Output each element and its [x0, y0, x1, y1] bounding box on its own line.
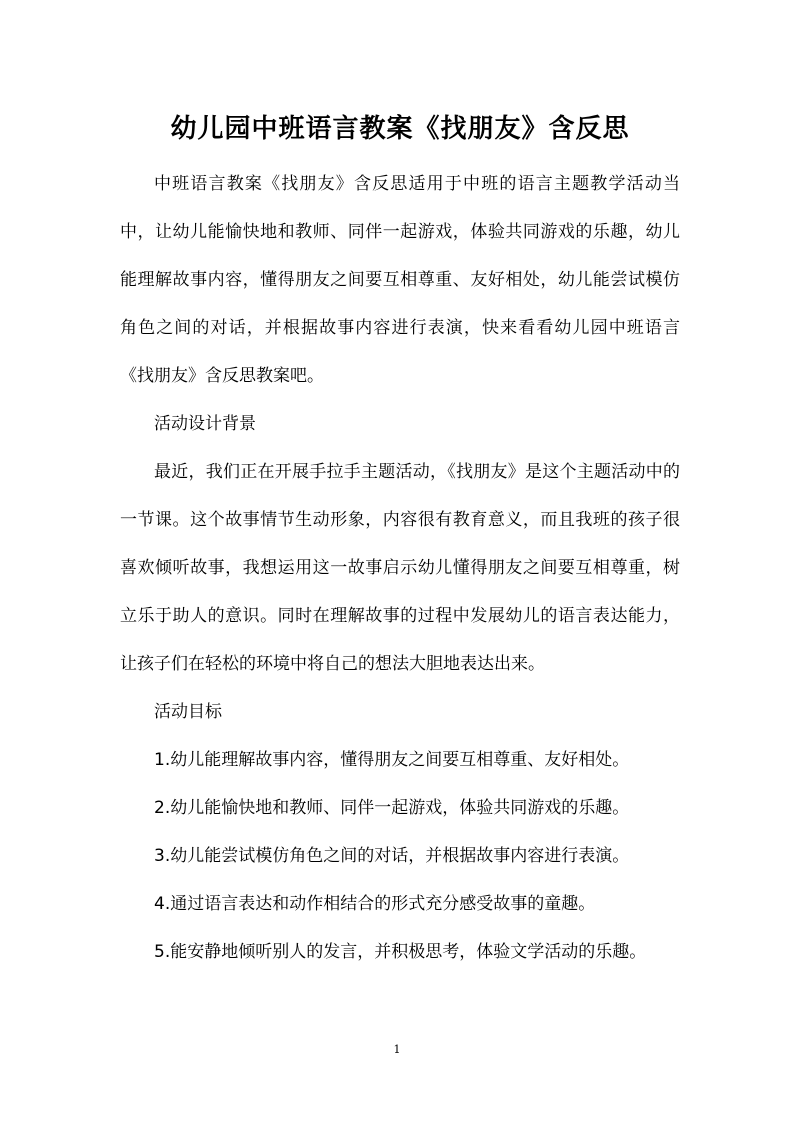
section-heading-goals: 活动目标: [154, 702, 222, 722]
intro-paragraph: 中班语言教案《找朋友》含反思适用于中班的语言主题教学活动当中，让幼儿能愉快地和教师、同伴一起游戏，体验共同游戏的乐趣，幼儿能理解故事内容，懂得朋友之间要互相尊重、友好相处，幼儿能尝试模仿角色之间的对话，并根据故事内容进行表演，快来看看幼儿园中班语言《找朋友》含反思教案吧。: [120, 174, 680, 386]
goal-item: 2.幼儿能愉快地和教师、同伴一起游戏，体验共同游戏的乐趣。: [154, 798, 630, 818]
document-body: [120, 160, 680, 976]
goal-item: 3.幼儿能尝试模仿角色之间的对话，并根据故事内容进行表演。: [154, 846, 630, 866]
goal-item: 5.能安静地倾听别人的发言，并积极思考，体验文学活动的乐趣。: [154, 942, 647, 962]
goal-item: 4.通过语言表达和动作相结合的形式充分感受故事的童趣。: [154, 894, 596, 914]
page-number: 1: [393, 1043, 401, 1056]
document-title: 幼儿园中班语言教案《找朋友》含反思: [170, 114, 630, 145]
section-heading-background: 活动设计背景: [154, 414, 256, 434]
background-paragraph: 最近，我们正在开展手拉手主题活动，《找朋友》是这个主题活动中的一节课。这个故事情节生动形象，内容很有教育意义，而且我班的孩子很喜欢倾听故事，我想运用这一故事启示幼儿懂得朋友之间要互相尊重，树立乐于助人的意识。同时在理解故事的过程中发展幼儿的语言表达能力，让孩子们在轻松的环境中将自己的想法大胆地表达出来。: [120, 462, 680, 674]
goal-item: 1.幼儿能理解故事内容，懂得朋友之间要互相尊重、友好相处。: [154, 750, 630, 770]
